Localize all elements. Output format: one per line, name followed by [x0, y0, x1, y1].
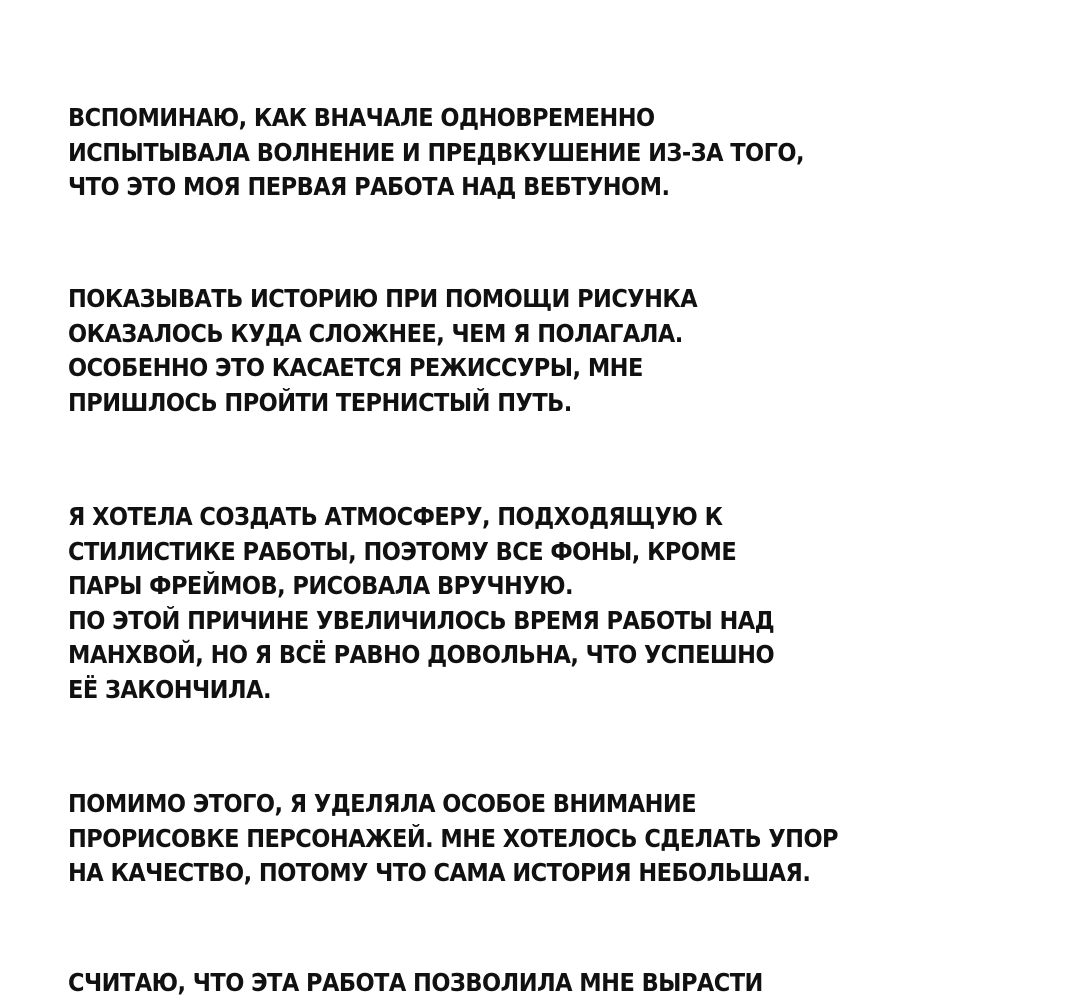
- text-line: ПОМИМО ЭТОГО, Я УДЕЛЯЛА ОСОБОЕ ВНИМАНИЕ: [68, 789, 697, 818]
- paragraph-growth: [68, 966, 840, 1001]
- text-line: ЕЁ ЗАКОНЧИЛА.: [68, 674, 271, 704]
- text-line: ОКАЗАЛОСЬ КУДА СЛОЖНЕЕ, ЧЕМ Я ПОЛАГАЛА.: [68, 318, 683, 348]
- text-line: ВСПОМИНАЮ, КАК ВНАЧАЛЕ ОДНОВРЕМЕННО: [68, 103, 655, 132]
- paragraph-first-webtoon: [68, 101, 886, 205]
- text-line: СЧИТАЮ, ЧТО ЭТА РАБОТА ПОЗВОЛИЛА МНЕ ВЫРАСТИ: [68, 968, 763, 997]
- paragraph-characters: [68, 787, 924, 891]
- text-line: ЧТО ЭТО МОЯ ПЕРВАЯ РАБОТА НАД ВЕБТУНОМ.: [68, 172, 670, 201]
- text-line: ИСПЫТЫВАЛА ВОЛНЕНИЕ И ПРЕДВКУШЕНИЕ ИЗ-ЗА ТОГО,: [68, 137, 805, 167]
- text-line: НА КАЧЕСТВО, ПОТОМУ ЧТО САМА ИСТОРИЯ НЕБОЛЬШАЯ.: [68, 858, 811, 887]
- text-line: ПРОРИСОВКЕ ПЕРСОНАЖЕЙ. МНЕ ХОТЕЛОСЬ СДЕЛАТЬ УПОР: [68, 823, 839, 853]
- paragraph-storytelling: [68, 282, 767, 420]
- text-line: МАНХВОЙ, НО Я ВСЁ РАВНО ДОВОЛЬНА, ЧТО УСПЕШНО: [68, 640, 775, 669]
- text-line: ПАРЫ ФРЕЙМОВ, РИСОВАЛА ВРУЧНУЮ.: [68, 571, 573, 600]
- text-line: СТИЛИСТИКЕ РАБОТЫ, ПОЭТОМУ ВСЕ ФОНЫ, КРОМЕ: [68, 536, 737, 566]
- text-line: Я ХОТЕЛА СОЗДАТЬ АТМОСФЕРУ, ПОДХОДЯЩУЮ К: [68, 502, 723, 531]
- text-line: ОСОБЕННО ЭТО КАСАЕТСЯ РЕЖИССУРЫ, МНЕ: [68, 353, 643, 382]
- paragraph-atmosphere: [68, 500, 853, 707]
- text-line: ПО ЭТОЙ ПРИЧИНЕ УВЕЛИЧИЛОСЬ ВРЕМЯ РАБОТЫ НАД: [68, 605, 775, 635]
- text-line: ПОКАЗЫВАТЬ ИСТОРИЮ ПРИ ПОМОЩИ РИСУНКА: [68, 284, 698, 313]
- text-line: ПРИШЛОСЬ ПРОЙТИ ТЕРНИСТЫЙ ПУТЬ.: [68, 387, 572, 417]
